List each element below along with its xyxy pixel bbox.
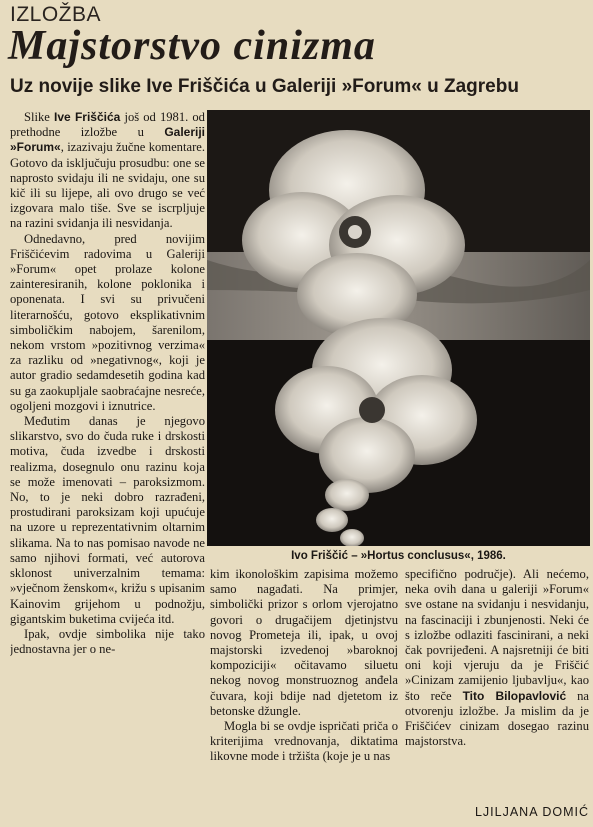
paragraph-7: specifično područje). Ali nećemo, neka ovih dana u galeriji »Forum« sve ostane na svidanju i nesvidanju, na fascinaciji i zbunjenosti. Neki će s izložbe odlaziti fascinirani, a neki čak povrijeđeni. A najsretniji će biti oni koji vjeruju da je Friščić »Cinizam zamijenio ljubavlju«, kao što reče Tito Bilopavlović na otvorenju izložbe. Ja mislim da je Friščićev cinizam dosegao razinu majstorstva. [405, 567, 589, 749]
artist-name: Ive Friščića [54, 110, 121, 124]
flower-painting-image [207, 110, 590, 546]
paragraph-3: Međutim danas je njegovo slikarstvo, svo do čuda ruke i drskosti motiva, čuda izvedbe i drskosti realizma, dosegnulo onu razinu koja se može imenovati – paroksizmom. No, to je neki dobro razrađeni, prostudirani paroksizam koji upućuje na uzore u reprezentativnim oltarnim slikama. Na to nas pomisao navode ne samo njihovi formati, već autorova sklonost univerzalnim temama: »vječnom ženskom«, križu s upisanim Kainovim grijehom u podnožju, gigantskim buketima cvijeća itd. [10, 414, 205, 626]
paragraph-2: Odnedavno, pred novijim Friščićevim radovima u Galeriji »Forum« opet prolaze kolone zainteresiranih, kolone poklonika i oponenata. I svi su privučeni literarnošću, gotovo eksplikativnim simboličkim nabojem, šarenilom, nekom vrstom »pozitivnog verzima« za razliku od »negativnog«, koji je autor gradio sedamdesetih godina kad su ga zaokupljale saobraćajne nesreće, ogoljeni mozgovi i iznutrice. [10, 231, 205, 413]
gallery-name: Galeriji »Forum« [10, 125, 205, 155]
paragraph-1: Slike Ive Friščića još od 1981. od prethodne izložbe u Galeriji »Forum«, izazivaju žučne komentare. Gotovo da isključuju prosudbu: one se naprosto svidaju ili ne svidaju, one su kič ili su lijepe, ali ovo drugo se već izgovara malo tiše. Sve se iscrpljuje na razini svidanja ili nesvidanja. [10, 110, 205, 231]
byline: LJILJANA DOMIĆ [474, 805, 589, 819]
subheadline: Uz novije slike Ive Friščića u Galeriji »Forum« u Zagrebu [10, 76, 519, 97]
paragraph-6: Mogla bi se ovdje ispričati priča o kriterijima vrednovanja, diktatima likovne mode i tržišta (koje je u nas [210, 719, 398, 764]
text-column-1 [10, 110, 205, 822]
text-column-2 [210, 567, 398, 807]
text-column-3 [405, 567, 589, 807]
quoted-person-name: Tito Bilopavlović [462, 688, 567, 703]
paragraph-5: kim ikonološkim zapisima možemo samo nagađati. Na primjer, simbolički prizor s orlom vjerojatno govori o drugačijem djetinjstvu novog Prometeja ili, ipak, u ovoj majstorski izvedenoj »baroknoj kompoziciji« očitavamo siluetu nekog novog monstruoznog anđela čuvara, koji bdije nad djetetom iz betonske džungle. [210, 567, 398, 718]
paragraph-4: Ipak, ovdje simbolika nije tako jednostavna jer o ne- [10, 626, 205, 657]
headline: Majstorstvo cinizma [8, 23, 376, 69]
artwork-photo [207, 110, 590, 546]
section-label: IZLOŽBA [10, 3, 102, 26]
photo-caption: Ivo Friščić – »Hortus conclusus«, 1986. [291, 550, 506, 562]
